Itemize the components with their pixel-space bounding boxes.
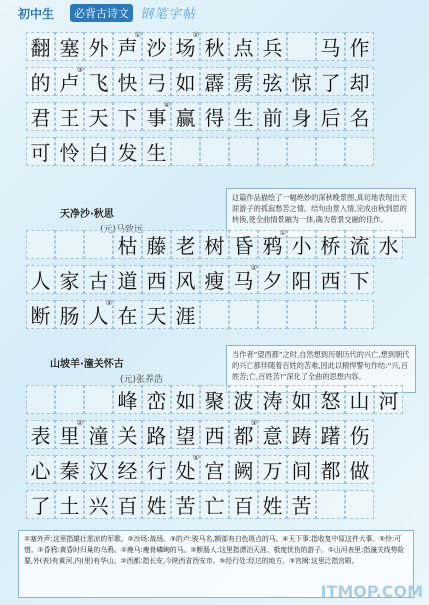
char-cell (200, 385, 229, 414)
char: 声 (117, 36, 138, 60)
char: 兴 (88, 494, 109, 518)
char: 惊 (291, 71, 312, 95)
series-badge: 必背古诗文 (70, 4, 133, 22)
char-cell (113, 137, 142, 166)
char: 树 (204, 234, 225, 258)
grid-row (26, 102, 374, 131)
char: 涯 (175, 304, 196, 328)
char: 发 (117, 141, 138, 165)
char-cell (84, 385, 113, 414)
char: 间 (291, 459, 312, 483)
grid-row (26, 385, 403, 414)
char-cell (171, 265, 200, 294)
char: 苦 (175, 494, 196, 518)
char-cell (26, 300, 55, 329)
char: 外 (88, 36, 109, 60)
char: 姓 (262, 494, 283, 518)
char-cell (287, 385, 316, 414)
char-cell (345, 230, 374, 259)
char: 踌 (291, 424, 312, 448)
char: 身 (291, 106, 312, 130)
footnote-marker: ② (192, 31, 199, 39)
char-cell (142, 230, 171, 259)
char-cell (26, 32, 55, 61)
char: 白 (88, 141, 109, 165)
char-cell (287, 455, 316, 484)
char-cell (200, 490, 229, 519)
char-cell (26, 67, 55, 96)
char-cell (229, 490, 258, 519)
char: 秋 (204, 36, 225, 60)
char: 都 (233, 424, 254, 448)
char: 路 (146, 424, 167, 448)
char-cell (142, 300, 171, 329)
char-cell (26, 230, 55, 259)
char: 关 (117, 424, 138, 448)
char: 下 (117, 106, 138, 130)
footnote-marker: ④ (163, 101, 170, 109)
char: 水 (378, 234, 399, 258)
char-cell (26, 265, 55, 294)
char-cell (84, 102, 113, 131)
char: 都 (320, 459, 341, 483)
char: 做 (349, 459, 370, 483)
char: 流 (349, 234, 370, 258)
header (0, 0, 429, 30)
char: 桥 (320, 234, 341, 258)
char-cell (316, 385, 345, 414)
char: 老 (175, 234, 196, 258)
char-cell (113, 420, 142, 449)
char: 如 (175, 71, 196, 95)
char-cell (142, 32, 171, 61)
char: 里 (59, 424, 80, 448)
char: 山 (349, 389, 370, 413)
char: 在 (117, 304, 138, 328)
char-cell (84, 420, 113, 449)
char: 峦 (146, 389, 167, 413)
char: 小 (291, 234, 312, 258)
char: 前 (262, 106, 283, 130)
char-cell (374, 385, 403, 414)
char: 断 (30, 304, 51, 328)
char-cell (113, 67, 142, 96)
char-cell (26, 420, 55, 449)
grid-row (26, 230, 403, 259)
char: 聚 (204, 389, 225, 413)
char: 土 (59, 494, 80, 518)
char: 万 (262, 459, 283, 483)
char-cell (171, 385, 200, 414)
footnote-marker: ② (76, 419, 83, 427)
char-cell (287, 420, 316, 449)
footnote-marker: ① (134, 31, 141, 39)
char: 马 (233, 269, 254, 293)
char-cell (345, 32, 374, 61)
char: 秦 (59, 459, 80, 483)
char-cell (345, 265, 374, 294)
char-cell (258, 32, 287, 61)
char-cell (171, 230, 200, 259)
char: 弓 (146, 71, 167, 95)
char-cell (26, 455, 55, 484)
footnote-marker: ① (279, 229, 286, 237)
char-cell (374, 230, 403, 259)
char: 卢 (59, 71, 80, 95)
char: 西 (204, 424, 225, 448)
char: 瘦 (204, 269, 225, 293)
char: 望 (175, 424, 196, 448)
char-cell (200, 230, 229, 259)
char-cell (142, 385, 171, 414)
char-cell (84, 230, 113, 259)
char-cell (171, 32, 200, 61)
char: 雳 (233, 71, 254, 95)
char-cell (55, 102, 84, 131)
char: 赢 (175, 106, 196, 130)
char: 人 (88, 304, 109, 328)
char-cell (316, 490, 345, 519)
char: 涛 (262, 389, 283, 413)
char-cell (229, 300, 258, 329)
char: 波 (233, 389, 254, 413)
char: 塞 (59, 36, 80, 60)
grid-row (26, 455, 403, 484)
char-cell (55, 300, 84, 329)
char-cell (84, 265, 113, 294)
char-cell (345, 490, 374, 519)
poem3-author: (元)张养浩 (120, 375, 164, 385)
char: 心 (30, 459, 51, 483)
char-cell (200, 67, 229, 96)
char-cell (171, 420, 200, 449)
char-cell (345, 455, 374, 484)
char-cell (171, 137, 200, 166)
char-cell (26, 102, 55, 131)
char-cell (113, 490, 142, 519)
char-cell (345, 300, 374, 329)
char-cell (316, 420, 345, 449)
brand-label: 初中生 (18, 7, 55, 21)
char-cell (229, 420, 258, 449)
char: 怒 (320, 389, 341, 413)
char-cell (287, 300, 316, 329)
char-cell (200, 137, 229, 166)
char: 生 (233, 106, 254, 130)
char: 作 (349, 36, 370, 60)
char: 亡 (204, 494, 225, 518)
char: 沙 (146, 36, 167, 60)
char: 后 (320, 106, 341, 130)
char-cell (229, 230, 258, 259)
char: 姓 (146, 494, 167, 518)
char-cell (26, 137, 55, 166)
char: 枯 (117, 234, 138, 258)
char-cell (229, 102, 258, 131)
char: 苦 (291, 494, 312, 518)
char: 可 (30, 141, 51, 165)
char-cell (345, 67, 374, 96)
char-cell (171, 67, 200, 96)
char-cell (142, 455, 171, 484)
char-cell (316, 137, 345, 166)
char-cell (84, 67, 113, 96)
char: 西 (320, 269, 341, 293)
char-cell (345, 420, 374, 449)
char-cell (84, 300, 113, 329)
char-cell (287, 490, 316, 519)
char: 古 (88, 269, 109, 293)
char: 潼 (88, 424, 109, 448)
char: 意 (262, 424, 283, 448)
footnote-marker: ③ (250, 419, 257, 427)
char: 生 (146, 141, 167, 165)
char-cell (200, 455, 229, 484)
char-cell (258, 230, 287, 259)
char-cell (84, 490, 113, 519)
char-cell (55, 32, 84, 61)
char: 昏 (233, 234, 254, 258)
char-cell (113, 455, 142, 484)
footnote-marker: ③ (76, 66, 83, 74)
char: 天 (88, 106, 109, 130)
char: 飞 (88, 71, 109, 95)
char-cell (258, 385, 287, 414)
char-cell (229, 137, 258, 166)
char-cell (55, 455, 84, 484)
char: 伤 (349, 424, 370, 448)
char-cell (55, 265, 84, 294)
char-cell (229, 32, 258, 61)
char: 场 (175, 36, 196, 60)
char: 河 (378, 389, 399, 413)
char: 行 (146, 459, 167, 483)
char: 如 (291, 389, 312, 413)
char-cell (345, 385, 374, 414)
char-cell (316, 32, 345, 61)
char: 快 (117, 71, 138, 95)
char: 西 (146, 269, 167, 293)
char-cell (345, 102, 374, 131)
char-cell (316, 102, 345, 131)
char: 百 (233, 494, 254, 518)
poem1-grid (26, 32, 374, 166)
char: 了 (320, 71, 341, 95)
char-cell (316, 265, 345, 294)
char-cell (200, 420, 229, 449)
char-cell (113, 300, 142, 329)
char-cell (316, 230, 345, 259)
char-cell (26, 385, 55, 414)
char-cell (287, 102, 316, 131)
char-cell (200, 32, 229, 61)
char: 汉 (88, 459, 109, 483)
char-cell (142, 265, 171, 294)
char-cell (113, 385, 142, 414)
char: 表 (30, 424, 51, 448)
char: 却 (349, 71, 370, 95)
char-cell (258, 265, 287, 294)
char-cell (55, 137, 84, 166)
char-cell (258, 67, 287, 96)
char: 翻 (30, 36, 51, 60)
char: 兵 (262, 36, 283, 60)
char: 人 (30, 269, 51, 293)
grid-row (26, 137, 374, 166)
char: 百 (117, 494, 138, 518)
char: 肠 (59, 304, 80, 328)
char: 阙 (233, 459, 254, 483)
char-cell (287, 265, 316, 294)
char: 藤 (146, 234, 167, 258)
char: 风 (175, 269, 196, 293)
char: 阳 (291, 269, 312, 293)
char-cell (26, 490, 55, 519)
char-cell (113, 230, 142, 259)
char: 王 (59, 106, 80, 130)
char-cell (287, 67, 316, 96)
char-cell (258, 420, 287, 449)
char: 霹 (204, 71, 225, 95)
char-cell (55, 230, 84, 259)
char-cell (171, 455, 200, 484)
char-cell (345, 137, 374, 166)
char-cell (258, 490, 287, 519)
char-cell (84, 137, 113, 166)
watermark: ITMOP.COM (320, 582, 423, 601)
char-cell (229, 67, 258, 96)
char: 事 (146, 106, 167, 130)
char-cell (258, 137, 287, 166)
grid-row (26, 32, 374, 61)
char: 名 (349, 106, 370, 130)
char-cell (55, 490, 84, 519)
char-cell (287, 230, 316, 259)
char-cell (113, 102, 142, 131)
char: 宫 (204, 459, 225, 483)
char: 经 (117, 459, 138, 483)
char-cell (55, 385, 84, 414)
grid-row (26, 300, 403, 329)
poem3-note: 当作者“望西都”之时,自然想到历朝历代的兴亡,想到朝代的兴亡都伴随着百姓的苦难,因此以精悍警句作结:“兴,百姓苦;亡,百姓苦!”深化了全曲的思想内容。 (226, 345, 416, 393)
char-cell (142, 67, 171, 96)
char-cell (84, 455, 113, 484)
grid-row (26, 67, 374, 96)
char: 如 (175, 389, 196, 413)
char-cell (142, 102, 171, 131)
char: 马 (320, 36, 341, 60)
grid-row (26, 490, 403, 519)
char: 君 (30, 106, 51, 130)
poem3-grid (26, 385, 403, 519)
char-cell (287, 32, 316, 61)
char-cell (229, 455, 258, 484)
char-cell (142, 420, 171, 449)
char-cell (171, 300, 200, 329)
poem2-note: 这篇作品描绘了一幅绝妙的深秋晚景图,真切地表现出天涯游子的孤寂愁苦之情。结句由景入情,完成由秋到思的转换,使全曲情景融为一体,确为曾景交融的佳作。 (226, 188, 416, 238)
char-cell (229, 265, 258, 294)
grid-row (26, 265, 403, 294)
char: 鸦 (262, 234, 283, 258)
char-cell (316, 455, 345, 484)
footnote-marker: ③ (105, 299, 112, 307)
poem3-title: 山坡羊·潼关怀古 (50, 359, 124, 370)
char-cell (84, 32, 113, 61)
char: 躇 (320, 424, 341, 448)
char: 了 (30, 494, 51, 518)
poem2-grid (26, 230, 403, 329)
char: 得 (204, 106, 225, 130)
char-cell (200, 265, 229, 294)
grid-row (26, 420, 403, 449)
char-cell (55, 420, 84, 449)
poem3-heading (50, 355, 163, 385)
char-cell (316, 300, 345, 329)
char: 夕 (262, 269, 283, 293)
char: 的 (30, 71, 51, 95)
char-cell (113, 32, 142, 61)
char-cell (229, 385, 258, 414)
char-cell (258, 455, 287, 484)
char: 怜 (59, 141, 80, 165)
char: 下 (349, 269, 370, 293)
poem2-author: (元)马致远 (100, 225, 144, 235)
char: 道 (117, 269, 138, 293)
char-cell (113, 265, 142, 294)
char-cell (200, 102, 229, 131)
char: 峰 (117, 389, 138, 413)
char-cell (171, 490, 200, 519)
footnote-marker: ② (250, 264, 257, 272)
char-cell (258, 102, 287, 131)
char: 处 (175, 459, 196, 483)
char: 弦 (262, 71, 283, 95)
char-cell (316, 67, 345, 96)
char-cell (142, 137, 171, 166)
char-cell (258, 300, 287, 329)
char: 天 (146, 304, 167, 328)
footnotes: ①塞外声:这里指雄壮悲凉的军歌。②沙场:战场。③的卢:骏马名,额部有白色斑点的马。④天下事:指收复中原这件大事。⑤怜:可惜。①昏鸦:黄昏时归巢的乌鸦。②瘦马:瘦骨嶙峋的马。③断肠人:这里指漂泊天涯、极度忧伤的游子。①山河表里:指潼关线势险要,外(表)有黄河,内(里)有华山。②西都:指长安,今陕西省西安市。⑤经行处:经过的地方。③宫阙:这里泛指宫殿。 (18, 530, 414, 598)
char-cell (200, 300, 229, 329)
char-cell (142, 490, 171, 519)
book-subtitle: 钢笔字帖 (140, 7, 197, 22)
footnote-marker: ⑤ (192, 454, 199, 462)
char-cell (55, 67, 84, 96)
char-cell (287, 137, 316, 166)
char: 点 (233, 36, 254, 60)
poem2-title: 天净沙·秋思 (60, 209, 114, 220)
char-cell (171, 102, 200, 131)
char: 家 (59, 269, 80, 293)
